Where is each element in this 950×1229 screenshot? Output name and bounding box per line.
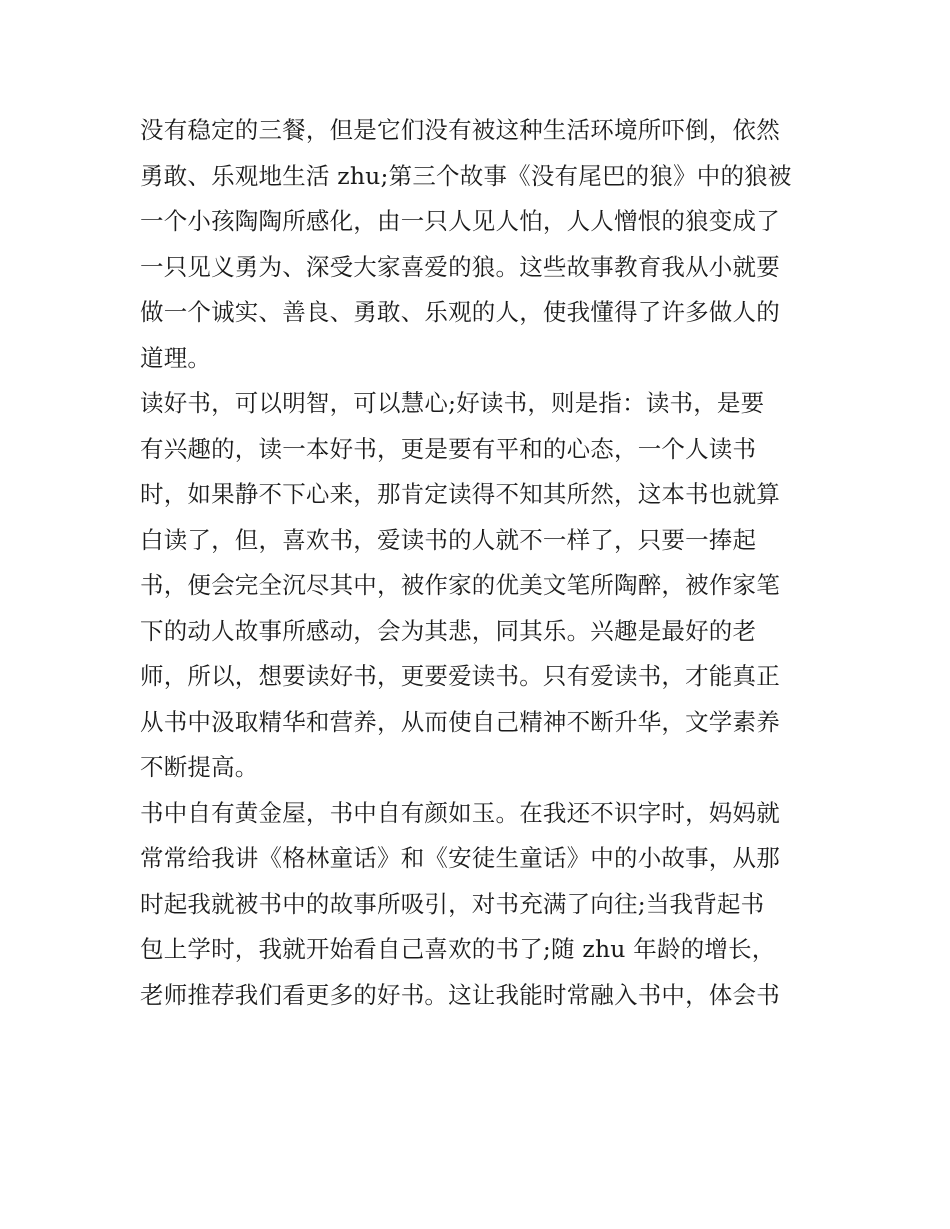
text-line: 老师推荐我们看更多的好书。这让我能时常融入书中，体会书 [140, 980, 780, 1009]
text-line: 包上学时，我就开始看自己喜欢的书了;随 zhu 年龄的增长， [140, 935, 776, 963]
text-line: 书中自有黄金屋，书中自有颜如玉。在我还不识字时，妈妈就 [140, 798, 780, 827]
text-line: 时，如果静不下心来，那肯定读得不知其所然，这本书也就算 [140, 480, 780, 508]
body-text [140, 108, 815, 1018]
text-line: 常常给我讲《格林童话》和《安徒生童话》中的小故事，从那 [140, 844, 780, 872]
text-line: 不断提高。 [140, 753, 259, 781]
text-line: 一个小孩陶陶所感化，由一只人见人怕，人人憎恨的狼变成了 [140, 207, 780, 235]
text-line: 师，所以，想要读好书，更要爱读书。只有爱读书，才能真正 [140, 662, 780, 690]
text-line: 从书中汲取精华和营养，从而使自己精神不断升华，文学素养 [140, 707, 780, 736]
text-line: 书，便会完全沉尽其中，被作家的优美文笔所陶醉，被作家笔 [140, 571, 780, 599]
text-line: 勇敢、乐观地生活 zhu;第三个故事《没有尾巴的狼》中的狼被 [140, 161, 792, 190]
text-line: 做一个诚实、善良、勇敢、乐观的人，使我懂得了许多做人的 [140, 298, 780, 326]
text-line: 白读了，但，喜欢书，爱读书的人就不一样了，只要一捧起 [140, 525, 757, 554]
text-line: 读好书，可以明智，可以慧心;好读书，则是指：读书，是要 [140, 389, 765, 417]
text-line: 下的动人故事所感动，会为其悲，同其乐。兴趣是最好的老 [140, 616, 757, 645]
text-line: 道理。 [140, 343, 212, 372]
text-line: 时起我就被书中的故事所吸引，对书充满了向往;当我背起书 [140, 889, 765, 918]
text-line: 一只见义勇为、深受大家喜爱的狼。这些故事教育我从小就要 [140, 252, 780, 281]
text-line: 有兴趣的，读一本好书，更是要有平和的心态，一个人读书 [140, 434, 757, 463]
text-line: 没有稳定的三餐，但是它们没有被这种生活环境所吓倒，依然 [140, 116, 780, 144]
